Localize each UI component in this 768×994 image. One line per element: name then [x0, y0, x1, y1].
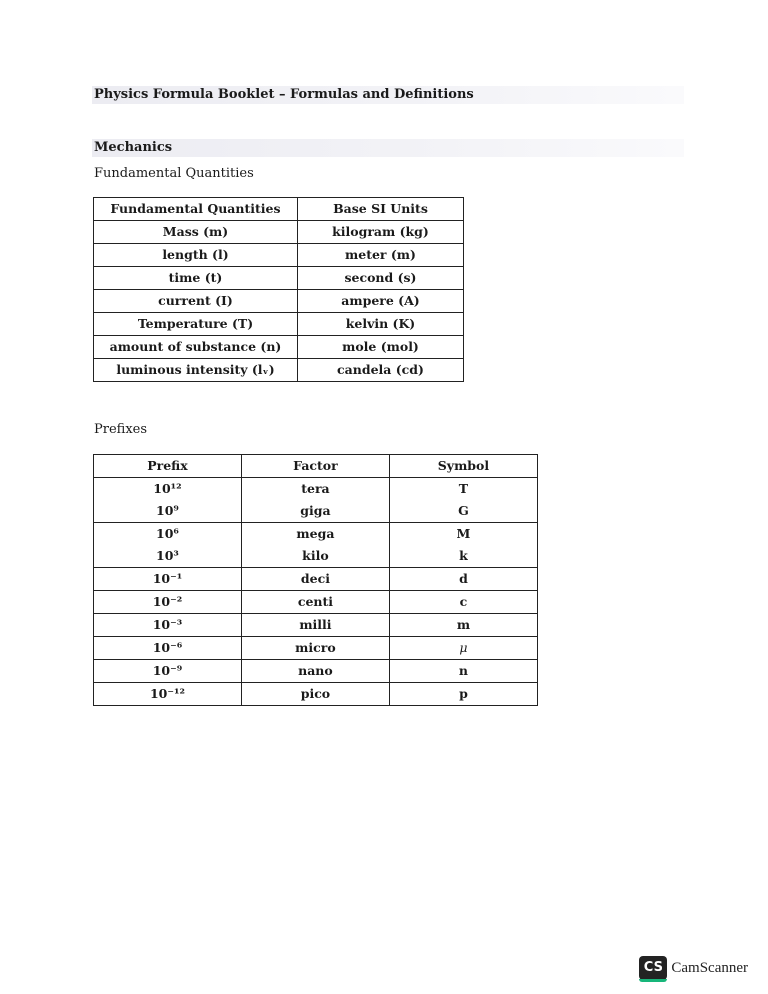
symbol-cell: n	[389, 660, 537, 683]
factor-cell: tera	[241, 478, 389, 501]
quantity-cell: current (I)	[94, 290, 298, 313]
table-row	[94, 637, 538, 660]
unit-cell: ampere (A)	[297, 290, 463, 313]
section-title: Mechanics	[94, 140, 173, 155]
fundamental-quantities-table	[93, 197, 464, 382]
unit-cell: mole (mol)	[297, 336, 463, 359]
column-header: Factor	[241, 455, 389, 478]
prefix-cell: 10¹²	[94, 478, 242, 501]
table-row	[94, 523, 538, 546]
page-title: Physics Formula Booklet – Formulas and Definitions	[94, 87, 474, 102]
symbol-cell: M	[389, 523, 537, 546]
quantity-cell: time (t)	[94, 267, 298, 290]
camscanner-logo-icon: CS	[639, 956, 667, 980]
table-row	[94, 221, 464, 244]
table-row	[94, 244, 464, 267]
table-row	[94, 568, 538, 591]
symbol-cell: k	[389, 545, 537, 568]
quantity-cell: amount of substance (n)	[94, 336, 298, 359]
symbol-cell: T	[389, 478, 537, 501]
prefix-cell: 10⁶	[94, 523, 242, 546]
column-header: Fundamental Quantities	[94, 198, 298, 221]
table-row	[94, 591, 538, 614]
prefix-cell: 10⁻¹	[94, 568, 242, 591]
table-row	[94, 359, 464, 382]
symbol-cell: μ	[389, 637, 537, 660]
symbol-cell: c	[389, 591, 537, 614]
unit-cell: meter (m)	[297, 244, 463, 267]
factor-cell: deci	[241, 568, 389, 591]
quantity-cell: Mass (m)	[94, 221, 298, 244]
column-header: Prefix	[94, 455, 242, 478]
symbol-cell: p	[389, 683, 537, 706]
factor-cell: micro	[241, 637, 389, 660]
table-header-row	[94, 198, 464, 221]
table-row	[94, 614, 538, 637]
table-row	[94, 336, 464, 359]
camscanner-watermark	[639, 956, 748, 980]
factor-cell: pico	[241, 683, 389, 706]
factor-cell: kilo	[241, 545, 389, 568]
column-header: Symbol	[389, 455, 537, 478]
table-row	[94, 683, 538, 706]
factor-cell: giga	[241, 500, 389, 523]
unit-cell: candela (cd)	[297, 359, 463, 382]
factor-cell: mega	[241, 523, 389, 546]
table-row	[94, 500, 538, 523]
factor-cell: nano	[241, 660, 389, 683]
table-row	[94, 267, 464, 290]
table-header-row	[94, 455, 538, 478]
prefix-cell: 10⁻⁶	[94, 637, 242, 660]
column-header: Base SI Units	[297, 198, 463, 221]
camscanner-label: CamScanner	[671, 959, 748, 976]
symbol-cell: m	[389, 614, 537, 637]
section-highlight-bar	[92, 139, 684, 157]
unit-cell: kilogram (kg)	[297, 221, 463, 244]
prefix-cell: 10³	[94, 545, 242, 568]
prefix-cell: 10⁻²	[94, 591, 242, 614]
fundamental-quantities-heading: Fundamental Quantities	[94, 166, 254, 181]
prefix-cell: 10⁻¹²	[94, 683, 242, 706]
prefixes-heading: Prefixes	[94, 422, 148, 437]
table-row	[94, 313, 464, 336]
quantity-cell: luminous intensity (lᵥ)	[94, 359, 298, 382]
factor-cell: centi	[241, 591, 389, 614]
quantity-cell: length (l)	[94, 244, 298, 267]
symbol-cell: G	[389, 500, 537, 523]
table-row	[94, 290, 464, 313]
factor-cell: milli	[241, 614, 389, 637]
quantity-cell: Temperature (T)	[94, 313, 298, 336]
prefix-cell: 10⁻³	[94, 614, 242, 637]
symbol-cell: d	[389, 568, 537, 591]
prefix-cell: 10⁻⁹	[94, 660, 242, 683]
table-row	[94, 478, 538, 501]
unit-cell: second (s)	[297, 267, 463, 290]
prefix-cell: 10⁹	[94, 500, 242, 523]
prefixes-table	[93, 454, 538, 706]
table-row	[94, 545, 538, 568]
unit-cell: kelvin (K)	[297, 313, 463, 336]
table-row	[94, 660, 538, 683]
